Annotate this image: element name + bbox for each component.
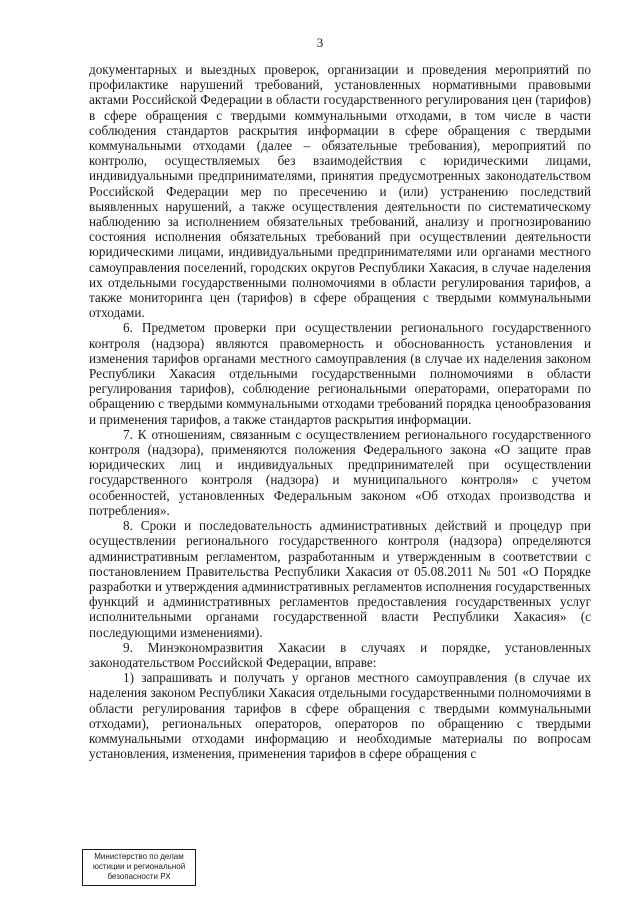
ministry-stamp <box>82 849 196 886</box>
paragraph-item-8: 8. Сроки и последовательность административных действий и процедур при осуществлении регионального государственного контроля (надзора) определяются административным регламентом, разработанным и утвержденным в соответствии с постановлением Правительства Республики Хакасия от 05.08.2011 № 501 «О Порядке разработки и утверждения административных регламентов исполнения государственных функций и административных регламентов предоставления государственных услуг исполнительными органами государственной власти Республики Хакасия» (с последующими изменениями). <box>89 518 591 640</box>
paragraph-item-9: 9. Минэкономразвития Хакасии в случаях и порядке, установленных законодательством Российской Федерации, вправе: <box>89 639 591 670</box>
document-body <box>89 62 591 761</box>
paragraph-continuation: документарных и выездных проверок, организации и проведения мероприятий по профилактике нарушений требований, установленных нормативными правовыми актами Российской Федерации в области государственного регулирования цен (тарифов) в сфере обращения с твердыми коммунальными отходами, в том числе в части соблюдения стандартов раскрытия информации в сфере обращения с твердыми коммунальными отходами (далее – обязательные требования), мероприятий по контролю, осуществляемых без взаимодействия с юридическими лицами, индивидуальными предпринимателями, принятия предусмотренных законодательством Российской Федерации мер по пресечению и (или) устранению последствий выявленных нарушений, а также осуществления деятельности по систематическому наблюдению за исполнением обязательных требований, анализу и прогнозированию состояния исполнения обязательных требований при осуществлении деятельности юридическими лицами, индивидуальными предпринимателями или органами местного самоуправления поселений, городских округов Республики Хакасия, в случае наделения их отдельными государственными полномочиями в области регулирования тарифов, а также мониторинга цен (тарифов) в сфере обращения с твердыми коммунальными отходами. <box>89 62 591 321</box>
paragraph-subitem-1: 1) запрашивать и получать у органов местного самоуправления (в случае их наделения законом Республики Хакасия отдельными государственными полномочиями в области регулирования тарифов в сфере обращения с твердыми коммунальными отходами), региональных операторов, операторов по обращению с твердыми коммунальными отходами информацию и необходимые материалы по вопросам установления, изменения, применения тарифов в сфере обращения с <box>89 670 591 762</box>
paragraph-item-6: 6. Предметом проверки при осуществлении регионального государственного контроля (надзора) являются правомерность и обоснованность установления и изменения тарифов органами местного самоуправления (в случае их наделения законом Республики Хакасия отдельными государственными полномочиями в области регулирования тарифов), соблюдение региональными операторами, операторами по обращению с твердыми коммунальными отходами требований порядка ценообразования и применения тарифов, а также стандартов раскрытия информации. <box>89 320 591 427</box>
stamp-line-1: Министерство по делам <box>94 852 184 861</box>
stamp-line-3: безопасности РХ <box>107 872 171 881</box>
page-number: 3 <box>316 35 324 50</box>
stamp-line-2: юстиции и региональной <box>92 862 186 871</box>
paragraph-item-7: 7. К отношениям, связанным с осуществлением регионального государственного контроля (надзора), применяются положения Федерального закона «О защите прав юридических лиц и индивидуальных предпринимателей при осуществлении государственного контроля (надзора) и муниципального контроля» с учетом особенностей, установленных Федеральным законом «Об отходах производства и потребления». <box>89 426 591 518</box>
